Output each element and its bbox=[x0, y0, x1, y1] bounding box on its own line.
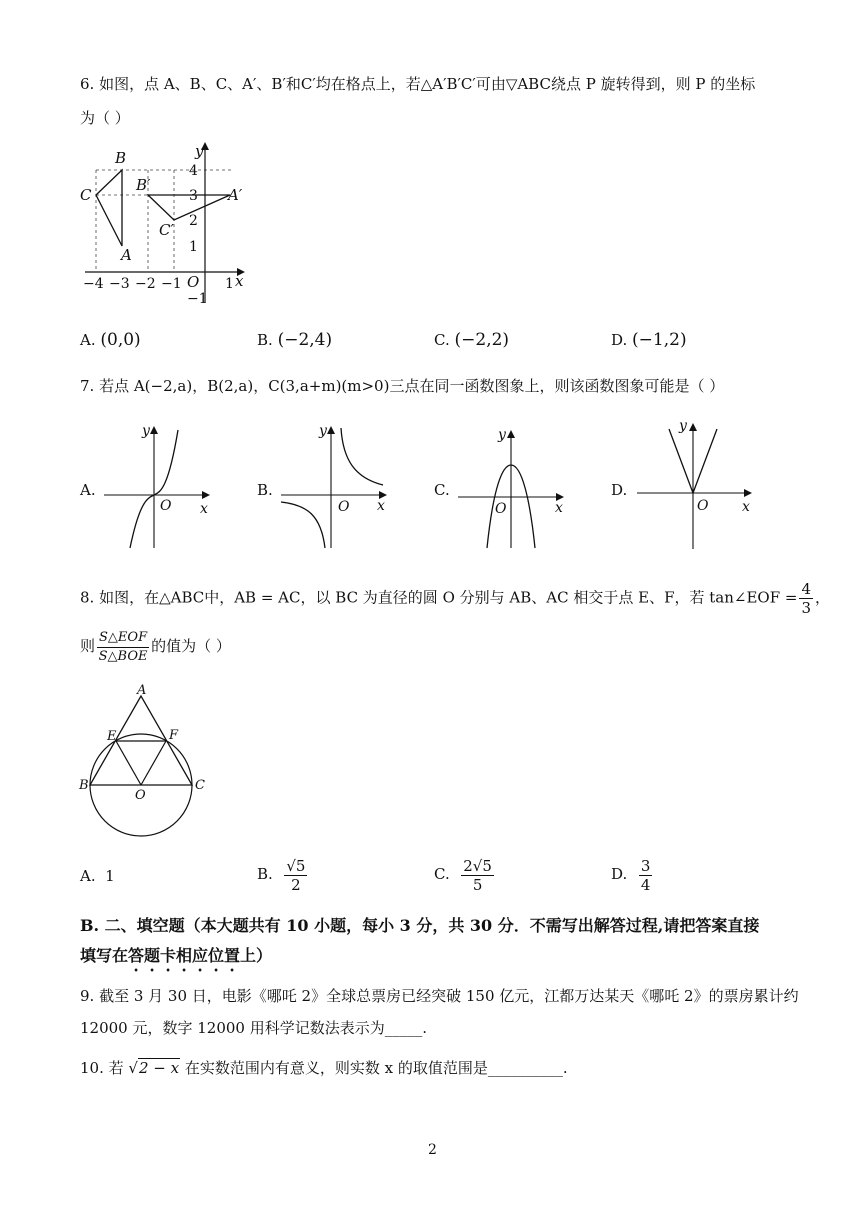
q6-ytick: 2 bbox=[189, 213, 198, 229]
q7-graph-b[interactable] bbox=[277, 420, 392, 550]
q8-option-d[interactable]: D. $\frac{3}{4}$ bbox=[611, 856, 651, 894]
q8-point-a: A bbox=[137, 683, 147, 698]
q7-b-origin: O bbox=[338, 499, 350, 515]
q8-option-b[interactable]: B. $\frac{√5}{2}$ bbox=[257, 856, 306, 894]
q6-xtick: 1 bbox=[225, 276, 234, 292]
q6-ytick: 3 bbox=[189, 188, 198, 204]
q7-stem: 7. 若点 A(−2,a)，B(2,a)，C(3,a+m)(m>0)三点在同一函数图象上，则该函数图象可能是（ ） bbox=[80, 377, 725, 395]
q7-c-x-label: x bbox=[555, 500, 563, 516]
q8-stem-line2: 则 $\frac{\text{S△EOF}}{\text{S△BOE}}$ 的值为（ ） bbox=[80, 629, 231, 664]
q6-ytick: 4 bbox=[189, 163, 198, 179]
q6-xtick: −4 bbox=[83, 276, 104, 292]
q7-graph-d[interactable] bbox=[631, 415, 756, 550]
q6-xtick: −1 bbox=[161, 276, 182, 292]
q6-point-c-prime: C′ bbox=[159, 221, 174, 239]
q9-stem-line1: 9. 截至 3 月 30 日，电影《哪吒 2》全球总票房已经突破 150 亿元，江都万达某天《哪吒 2》的票房累计约 bbox=[80, 987, 799, 1005]
section-heading-line1: B. 二、填空题（本大题共有 10 小题，每小 3 分，共 30 分．不需写出解答过程,请把答案直接 bbox=[80, 916, 760, 935]
q6-option-d[interactable]: D. (−1,2) bbox=[611, 330, 687, 350]
q8-point-c: C bbox=[195, 778, 205, 793]
q6-option-a[interactable]: A. (0,0) bbox=[80, 330, 141, 350]
q6-point-a-prime: A′ bbox=[228, 186, 243, 204]
q6-option-b[interactable]: B. (−2,4) bbox=[257, 330, 333, 350]
q6-point-c: C bbox=[80, 186, 92, 204]
q6-xtick: −3 bbox=[109, 276, 130, 292]
q10-stem: 10. 若 √2 − x 在实数范围内有意义，则实数 x 的取值范围是__________. bbox=[80, 1059, 568, 1077]
q6-coordinate-figure bbox=[75, 138, 255, 313]
q6-point-b-prime: B′ bbox=[136, 176, 151, 194]
q6-x-label: x bbox=[235, 272, 244, 290]
q6-ytick: −1 bbox=[187, 291, 208, 307]
q7-d-x-label: x bbox=[742, 499, 750, 515]
q7-b-y-label: y bbox=[319, 423, 327, 439]
q7-option-c-label[interactable]: C. bbox=[434, 481, 450, 499]
q7-c-y-label: y bbox=[498, 427, 506, 443]
q7-graph-a[interactable] bbox=[100, 420, 215, 550]
q6-stem-line1: 6. 如图，点 A、B、C、A′、B′和C′均在格点上，若△A′B′C′可由▽ABC绕点 P 旋转得到，则 P 的坐标 bbox=[80, 75, 756, 93]
q6-ytick: 1 bbox=[189, 239, 198, 255]
q8-option-c[interactable]: C. $\frac{2√5}{5}$ bbox=[434, 856, 492, 894]
q7-d-y-label: y bbox=[679, 418, 687, 434]
q8-option-a[interactable]: A. 1 bbox=[80, 867, 115, 885]
q7-d-origin: O bbox=[697, 498, 709, 514]
q6-option-c[interactable]: C. (−2,2) bbox=[434, 330, 510, 350]
q8-point-o: O bbox=[135, 788, 146, 803]
q7-option-b-label[interactable]: B. bbox=[257, 481, 273, 499]
q7-a-origin: O bbox=[160, 498, 172, 514]
q7-b-x-label: x bbox=[377, 498, 385, 514]
q7-a-x-label: x bbox=[200, 501, 208, 517]
section-heading-line2: 填写在答题卡相应位置上） bbox=[80, 946, 273, 965]
q8-point-e: E bbox=[107, 729, 117, 744]
q8-area-ratio: $\frac{\text{S△EOF}}{\text{S△BOE}}$ bbox=[98, 629, 148, 664]
q6-stem-line2: 为（ ） bbox=[80, 109, 130, 127]
q8-point-f: F bbox=[169, 728, 179, 743]
q7-a-y-label: y bbox=[142, 423, 150, 439]
q6-origin: O bbox=[187, 273, 200, 291]
q9-stem-line2: 12000 元，数字 12000 用科学记数法表示为_____. bbox=[80, 1019, 428, 1037]
q6-point-b: B bbox=[115, 149, 127, 167]
q8-tan-fraction: $\frac{4}{3}$ bbox=[801, 580, 811, 617]
q10-radicand: 2 − x bbox=[138, 1059, 180, 1077]
page-number: 2 bbox=[428, 1142, 437, 1158]
q7-graph-c[interactable] bbox=[454, 420, 569, 550]
q7-c-origin: O bbox=[495, 501, 507, 517]
q6-point-a: A bbox=[121, 246, 132, 264]
q7-option-d-label[interactable]: D. bbox=[611, 481, 628, 499]
q8-stem-line1: 8. 如图，在△ABC中，AB = AC，以 BC 为直径的圆 O 分别与 AB、AC 相交于点 E、F，若 tan∠EOF = $\frac{4}{3}$ ， bbox=[80, 580, 830, 617]
q8-point-b: B bbox=[79, 778, 89, 793]
q6-y-label: y bbox=[195, 142, 204, 160]
q6-xtick: −2 bbox=[135, 276, 156, 292]
q8-triangle-circle-figure bbox=[76, 682, 216, 840]
q7-option-a-label[interactable]: A. bbox=[80, 481, 96, 499]
